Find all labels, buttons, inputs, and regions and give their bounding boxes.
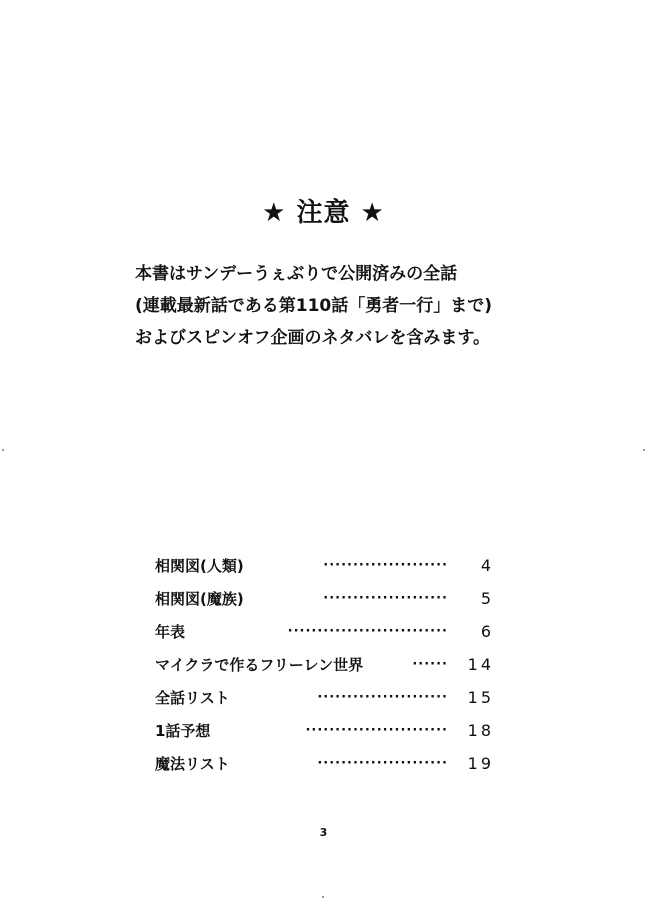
margin-mark [2, 449, 4, 451]
toc-entry [155, 586, 500, 619]
notice-body [135, 258, 555, 354]
notice-line: (連載最新話である第110話「勇者一行」まで) [135, 296, 493, 316]
toc-entry [155, 652, 500, 685]
toc-entry-page: 6 [480, 622, 494, 641]
toc-entry [155, 553, 500, 586]
toc-leader-dots: ····················· [323, 558, 448, 573]
toc-entry-page: 15 [467, 688, 494, 707]
toc-entry-title: 相関図(人類) [155, 557, 244, 575]
toc-entry-page: 19 [467, 754, 494, 773]
toc-entry-title: マイクラで作るフリーレン世界 [155, 656, 364, 674]
toc-leader-dots: ··························· [287, 624, 448, 639]
toc-entry-page: 18 [467, 721, 494, 740]
toc-entry-page: 14 [467, 655, 494, 674]
toc-leader-dots: ····················· [323, 591, 448, 606]
toc-leader-dots: ························ [305, 723, 448, 738]
toc-leader-dots: ······················ [317, 690, 448, 705]
toc-entry-title: 相関図(魔族) [155, 590, 244, 608]
toc-entry-page: 5 [480, 589, 494, 608]
notice-line: およびスピンオフ企画のネタバレを含みます。 [135, 328, 490, 348]
toc-entry [155, 751, 500, 784]
toc-entry-title: 全話リスト [155, 689, 230, 707]
table-of-contents [155, 553, 500, 784]
notice-line: 本書はサンデーうぇぶりで公開済みの全話 [135, 264, 458, 284]
toc-leader-dots: ······ [412, 657, 448, 672]
margin-mark [322, 896, 324, 898]
margin-mark [643, 449, 645, 451]
page-number: 3 [319, 826, 328, 839]
toc-leader-dots: ······················ [317, 756, 448, 771]
toc-entry [155, 619, 500, 652]
toc-entry-title: 年表 [155, 623, 186, 641]
notice-title: ★ 注意 ★ [262, 198, 385, 228]
toc-entry-page: 4 [480, 556, 494, 575]
toc-entry [155, 718, 500, 751]
toc-entry-title: 1話予想 [155, 722, 211, 740]
toc-entry [155, 685, 500, 718]
toc-entry-title: 魔法リスト [155, 755, 230, 773]
